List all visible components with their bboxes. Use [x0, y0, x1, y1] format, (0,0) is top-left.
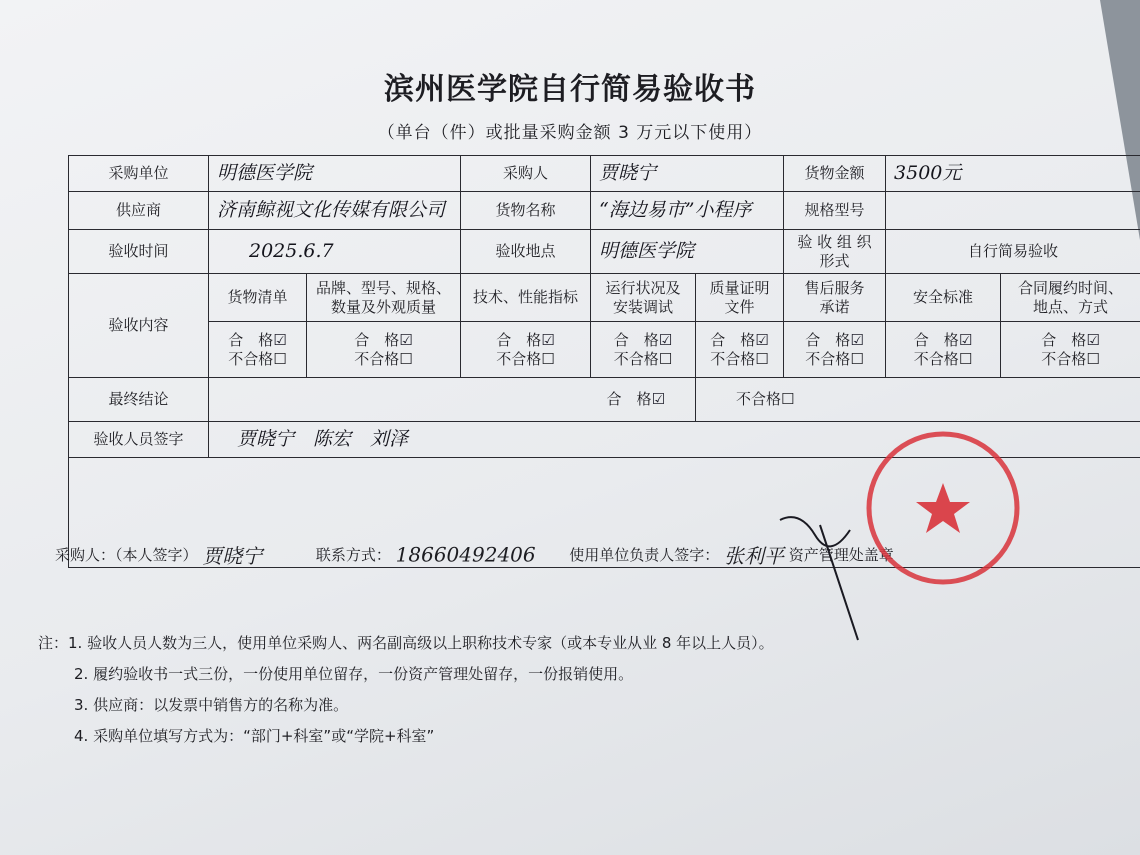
final-pass-label: 合 格 — [606, 390, 652, 408]
acceptance-place-label: 验收地点 — [461, 230, 591, 274]
supplier-value: 济南鲸视文化传媒有限公司 — [209, 192, 461, 230]
row-final-conclusion — [69, 378, 1140, 422]
pass-option-label: 合 格 — [1041, 330, 1087, 349]
checked-box-icon: ☑ — [1086, 330, 1100, 349]
checked-box-icon: ☑ — [958, 330, 973, 349]
final-pass-cell — [209, 378, 696, 422]
document-title: 滨州医学院自行简易验收书 — [384, 72, 756, 107]
pass-option-label: 合 格 — [496, 330, 542, 349]
row-purchase-unit — [69, 156, 1140, 192]
goods-name-value: “海边易市”小程序 — [591, 192, 784, 230]
asset-dept-stamp-label: 资产管理处盖章 — [788, 546, 894, 564]
pass-option-label: 合 格 — [228, 330, 274, 349]
buyer-value: 贾晓宁 — [591, 156, 784, 192]
empty-box-icon: ☐ — [541, 349, 555, 368]
final-conclusion-label: 最终结论 — [69, 378, 209, 422]
buyer-signature: 贾晓宁 — [202, 544, 263, 568]
checked-box-icon: ☑ — [755, 330, 769, 349]
contact-value: 18660492406 — [395, 542, 536, 567]
check-cell — [591, 322, 696, 378]
checked-box-icon: ☑ — [399, 330, 413, 349]
note-item: 2. 履约验收书一式三份，一份使用单位留存，一份资产管理处留存，一份报销使用。 — [74, 665, 634, 683]
document-subtitle: （单台（件）或批量采购金额 3 万元以下使用） — [377, 123, 763, 143]
checked-box-icon: ☑ — [658, 330, 673, 349]
purchase-unit-value: 明德医学院 — [209, 156, 461, 192]
content-item: 运行状况及 安装调试 — [591, 274, 696, 322]
acceptance-time-value: 2025.6.7 — [209, 230, 461, 274]
content-item: 安全标准 — [886, 274, 1001, 322]
row-content-headers — [69, 274, 1140, 322]
note-item: 4. 采购单位填写方式为：“部门+科室”或“学院+科室” — [74, 727, 435, 745]
check-cell — [696, 322, 784, 378]
check-cell — [307, 322, 461, 378]
purchase-unit-label: 采购单位 — [69, 156, 209, 192]
amount-label: 货物金额 — [784, 156, 886, 192]
fail-option-label: 不合格 — [228, 349, 274, 368]
empty-box-icon: ☐ — [399, 349, 413, 368]
row-acceptance-time — [69, 230, 1140, 274]
pass-option-label: 合 格 — [354, 330, 400, 349]
spec-value — [886, 192, 1140, 230]
content-item: 售后服务 承诺 — [784, 274, 886, 322]
signatures-value: 贾晓宁 陈宏 刘泽 — [209, 422, 1140, 458]
content-item: 品牌、型号、规格、 数量及外观质量 — [307, 274, 461, 322]
org-form-label: 验 收 组 织 形式 — [784, 230, 886, 274]
pass-option-label: 合 格 — [913, 330, 959, 349]
fail-option-label: 不合格 — [613, 349, 659, 368]
empty-box-icon: ☐ — [273, 349, 287, 368]
content-item: 技术、性能指标 — [461, 274, 591, 322]
checked-box-icon: ☑ — [541, 330, 555, 349]
final-fail-label: 不合格 — [736, 390, 782, 408]
buyer-sign-label: 采购人：（本人签字） — [55, 546, 198, 564]
empty-box-icon: ☐ — [958, 349, 973, 368]
leader-sign-label: 使用单位负责人签字： — [569, 546, 720, 564]
leader-signature: 张利平 — [724, 544, 784, 568]
supplier-label: 供应商 — [69, 192, 209, 230]
check-cell — [784, 322, 886, 378]
content-item: 质量证明 文件 — [696, 274, 784, 322]
pass-option-label: 合 格 — [613, 330, 659, 349]
official-seal — [863, 428, 1023, 588]
org-form-value: 自行简易验收 — [886, 230, 1140, 274]
content-label: 验收内容 — [69, 274, 209, 378]
fail-option-label: 不合格 — [1041, 349, 1087, 368]
checked-box-icon: ☑ — [850, 330, 864, 349]
fail-option-label: 不合格 — [805, 349, 851, 368]
fail-option-label: 不合格 — [710, 349, 756, 368]
check-cell — [1001, 322, 1140, 378]
contact-label: 联系方式： — [315, 546, 391, 564]
check-cell — [886, 322, 1001, 378]
acceptance-place-value: 明德医学院 — [591, 230, 784, 274]
row-supplier — [69, 192, 1140, 230]
empty-box-icon: ☐ — [658, 349, 673, 368]
buyer-label: 采购人 — [461, 156, 591, 192]
empty-box-icon: ☐ — [781, 390, 795, 408]
content-item: 合同履约时间、 地点、方式 — [1001, 274, 1140, 322]
note-item: 3. 供应商：以发票中销售方的名称为准。 — [74, 696, 349, 714]
row-content-checks — [69, 322, 1140, 378]
pass-option-label: 合 格 — [805, 330, 851, 349]
check-cell — [461, 322, 591, 378]
checked-box-icon: ☑ — [273, 330, 287, 349]
amount-value: 3500元 — [886, 156, 1140, 192]
fail-option-label: 不合格 — [354, 349, 400, 368]
checked-box-icon: ☑ — [651, 390, 666, 408]
empty-box-icon: ☐ — [850, 349, 864, 368]
acceptance-time-label: 验收时间 — [69, 230, 209, 274]
check-cell — [209, 322, 307, 378]
content-item: 货物清单 — [209, 274, 307, 322]
fail-option-label: 不合格 — [913, 349, 959, 368]
note-item: 注：1. 验收人员人数为三人，使用单位采购人、两名副高级以上职称技术专家（或本专业从业 8 年以上人员）。 — [38, 634, 774, 652]
signatures-label: 验收人员签字 — [69, 422, 209, 458]
spec-label: 规格型号 — [784, 192, 886, 230]
handwritten-scribble — [760, 500, 880, 650]
goods-name-label: 货物名称 — [461, 192, 591, 230]
notes-section — [38, 628, 774, 752]
fail-option-label: 不合格 — [496, 349, 542, 368]
empty-box-icon: ☐ — [1086, 349, 1100, 368]
final-fail-cell — [696, 378, 1140, 422]
pass-option-label: 合 格 — [710, 330, 756, 349]
empty-box-icon: ☐ — [755, 349, 769, 368]
